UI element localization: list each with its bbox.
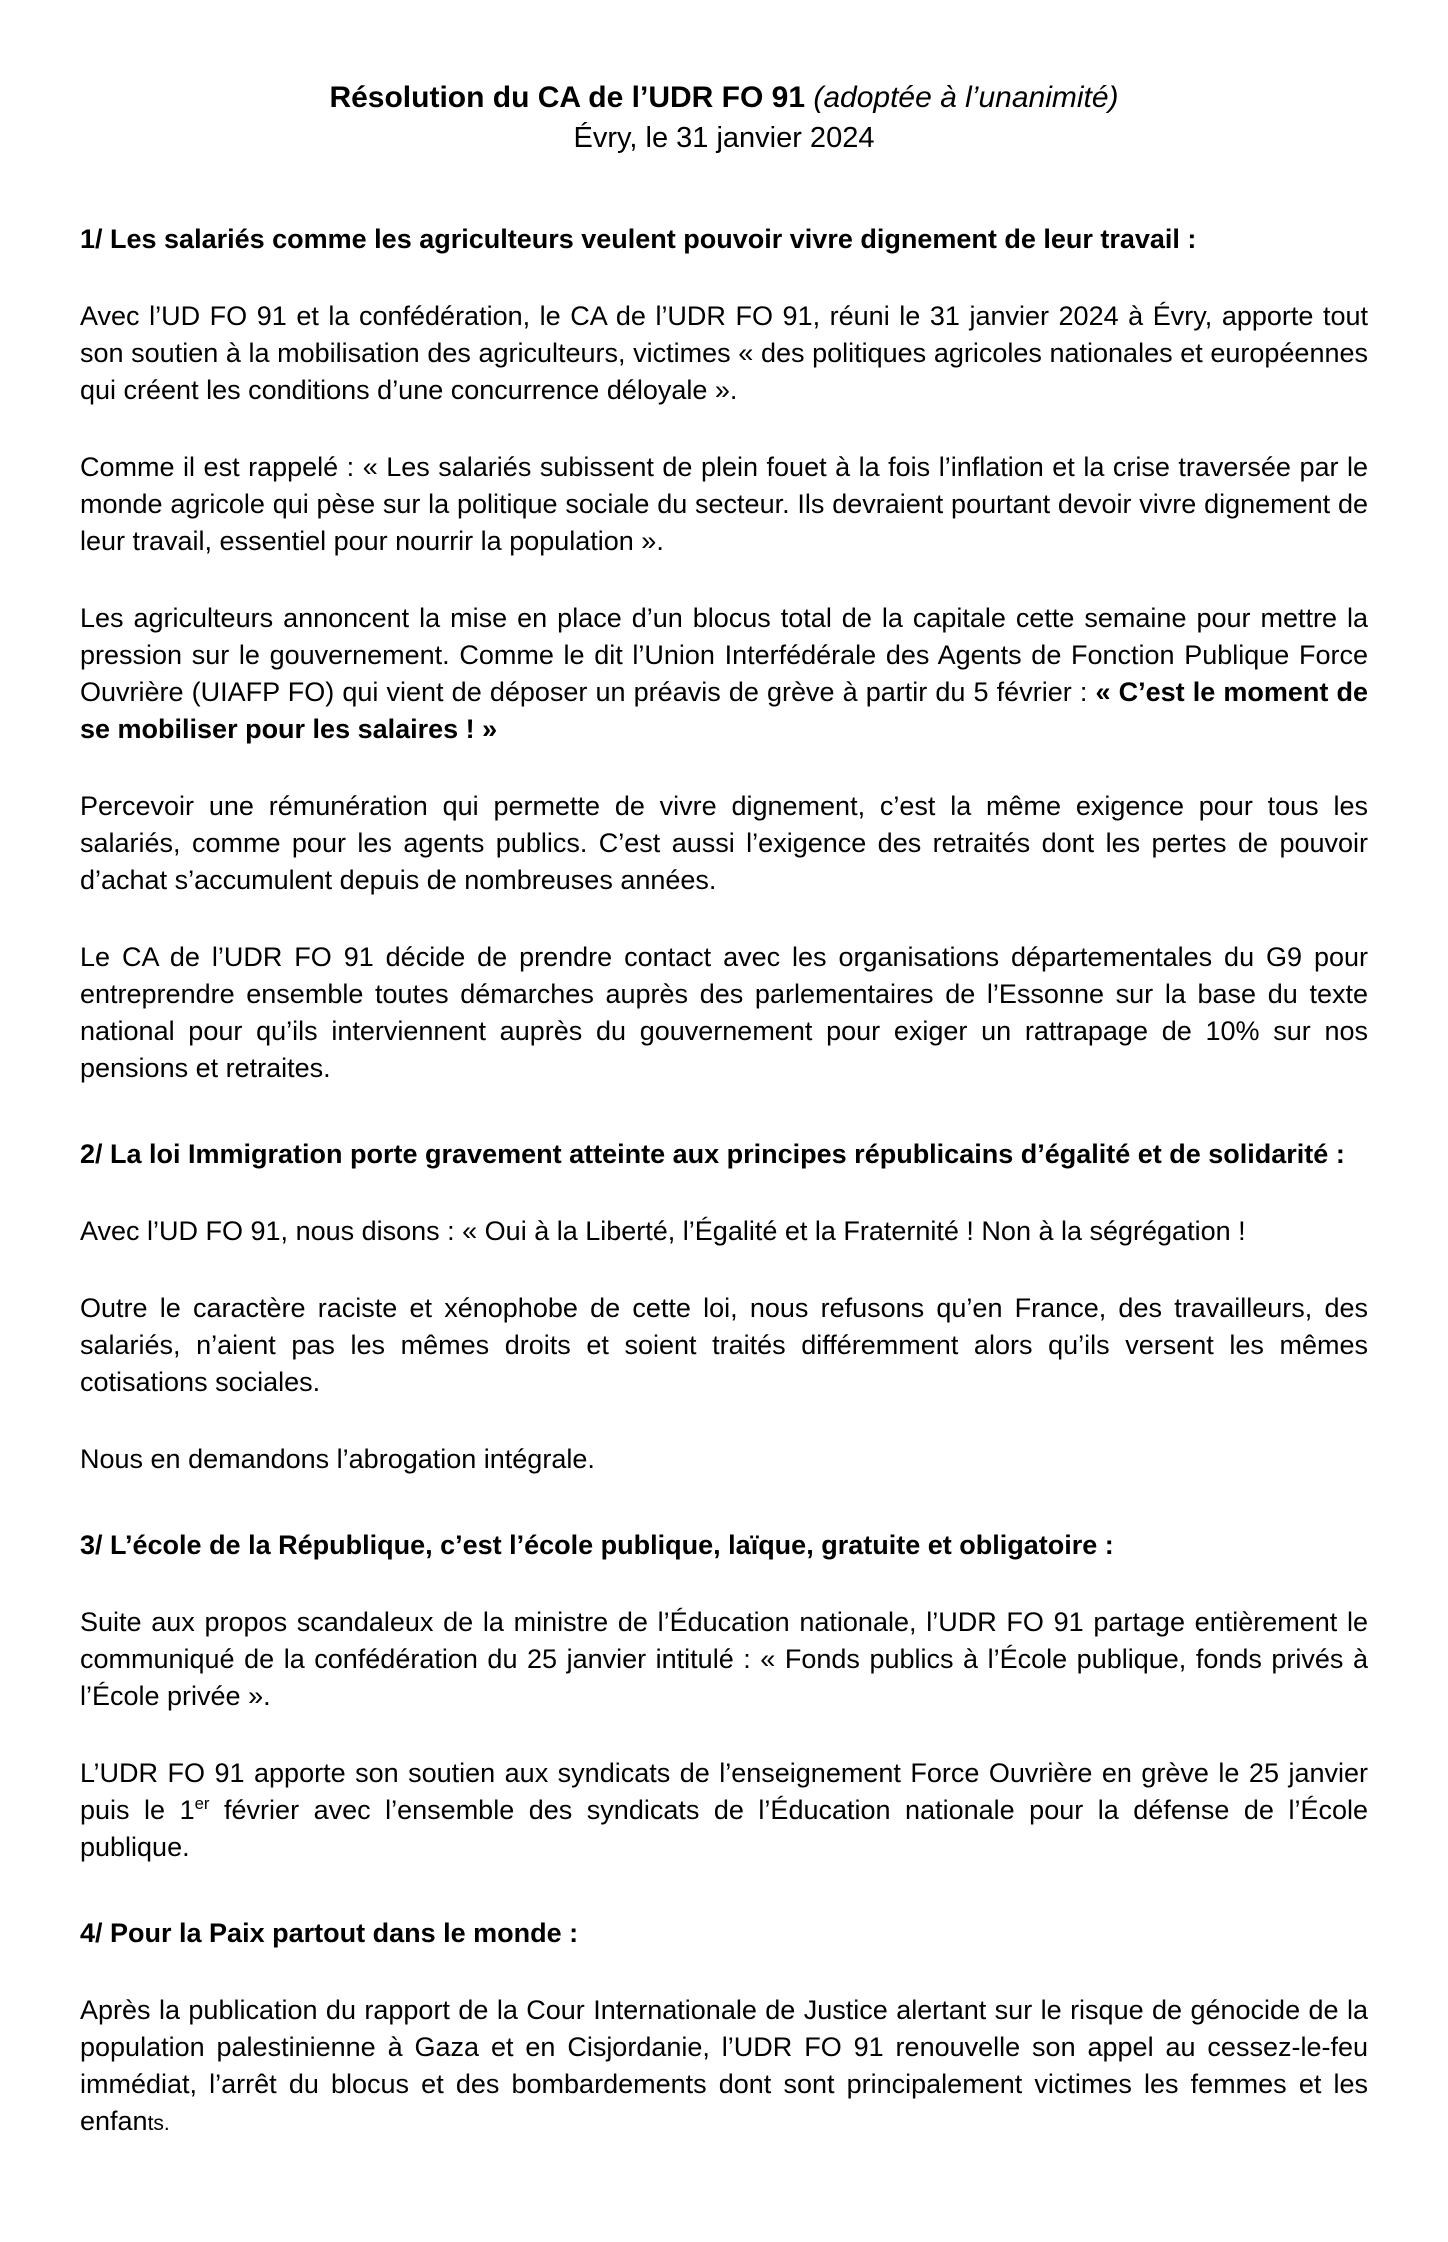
text-segment: ts. [147, 2112, 170, 2135]
text-segment: Suite aux propos scandaleux de la ministre de l’Éducation nationale, l’UDR FO 91 partage entièrement le communiqué de la confédération du 25 janvier intitulé : « Fonds publics à l’École publique, fonds privés à l’École privée ». [80, 1607, 1368, 1711]
document-title-line [80, 78, 1368, 118]
text-segment: « C’est le moment de se mobiliser pour les salaires ! » [80, 677, 1368, 744]
title-annotation: (adoptée à l’unanimité) [805, 81, 1119, 114]
paragraph [80, 1213, 1368, 1250]
text-segment: er [194, 1794, 210, 1813]
section-heading-1: 1/ Les salariés comme les agriculteurs veulent pouvoir vivre dignement de leur travail : [80, 224, 1197, 254]
section-heading-2: 2/ La loi Immigration porte gravement atteinte aux principes républicains d’égalité et de solidarité : [80, 1139, 1345, 1169]
text-segment: Après la publication du rapport de la Cour Internationale de Justice alertant sur le risque de génocide de la population palestinienne à Gaza et en Cisjordanie, l’UDR FO 91 renouvelle son appel au cessez-le-feu immédiat, l’arrêt du blocus et des bombardements dont sont principalement victimes les femmes et les enfan [80, 1995, 1368, 2136]
text-segment: Comme il est rappelé : « Les salariés subissent de plein fouet à la fois l’inflation et la crise traversée par le monde agricole qui pèse sur la politique sociale du secteur. Ils devraient pourtant devoir vivre dignement de leur travail, essentiel pour nourrir la population ». [80, 452, 1368, 556]
document-title: Résolution du CA de l’UDR FO 91 [329, 81, 806, 114]
text-segment: Nous en demandons l’abrogation intégrale. [80, 1444, 595, 1474]
place-date-line: Évry, le 31 janvier 2024 [573, 122, 875, 154]
text-segment: Avec l’UD FO 91, nous disons : « Oui à la Liberté, l’Égalité et la Fraternité ! Non à la ségrégation ! [80, 1216, 1246, 1246]
paragraph [80, 1441, 1368, 1478]
paragraph [80, 1290, 1368, 1401]
text-segment: février avec l’ensemble des syndicats de l’Éducation nationale pour la défense de l’École publique. [80, 1795, 1368, 1862]
paragraph [80, 1604, 1368, 1715]
text-segment: L’UDR FO 91 apporte son soutien aux syndicats de l’enseignement Force Ouvrière en grève le 25 janvier puis le 1 [80, 1758, 1368, 1825]
section-heading-4: 4/ Pour la Paix partout dans le monde : [80, 1918, 579, 1948]
document-header [80, 78, 1368, 158]
text-segment: Les agriculteurs annoncent la mise en place d’un blocus total de la capitale cette semaine pour mettre la pression sur le gouvernement. Comme le dit l’Union Interfédérale des Agents de Fonction Publique Force Ouvrière (UIAFP FO) qui vient de déposer un préavis de grève à partir du 5 février : [80, 603, 1368, 707]
text-segment: Le CA de l’UDR FO 91 décide de prendre contact avec les organisations départementales du G9 pour entreprendre ensemble toutes démarches auprès des parlementaires de l’Essonne sur la base du texte national pour qu’ils interviennent auprès du gouvernement pour exiger un rattrapage de 10% sur nos pensions et retraites. [80, 942, 1368, 1083]
paragraph [80, 600, 1368, 748]
text-segment: Avec l’UD FO 91 et la confédération, le CA de l’UDR FO 91, réuni le 31 janvier 2024 à Évry, apporte tout son soutien à la mobilisation des agriculteurs, victimes « des politiques agricoles nationales et européennes qui créent les conditions d’une concurrence déloyale ». [80, 301, 1368, 405]
paragraph [80, 1755, 1368, 1866]
text-segment: Outre le caractère raciste et xénophobe de cette loi, nous refusons qu’en France, des travailleurs, des salariés, n’aient pas les mêmes droits et soient traités différemment alors qu’ils versent les mêmes cotisations sociales. [80, 1293, 1368, 1397]
text-segment: Percevoir une rémunération qui permette de vivre dignement, c’est la même exigence pour tous les salariés, comme pour les agents publics. C’est aussi l’exigence des retraités dont les pertes de pouvoir d’achat s’accumulent depuis de nombreuses années. [80, 791, 1368, 895]
document-body [80, 220, 1368, 2142]
paragraph [80, 788, 1368, 899]
paragraph [80, 449, 1368, 560]
paragraph [80, 1992, 1368, 2142]
section-heading-3: 3/ L’école de la République, c’est l’école publique, laïque, gratuite et obligatoire : [80, 1530, 1114, 1560]
paragraph [80, 939, 1368, 1087]
paragraph [80, 298, 1368, 409]
